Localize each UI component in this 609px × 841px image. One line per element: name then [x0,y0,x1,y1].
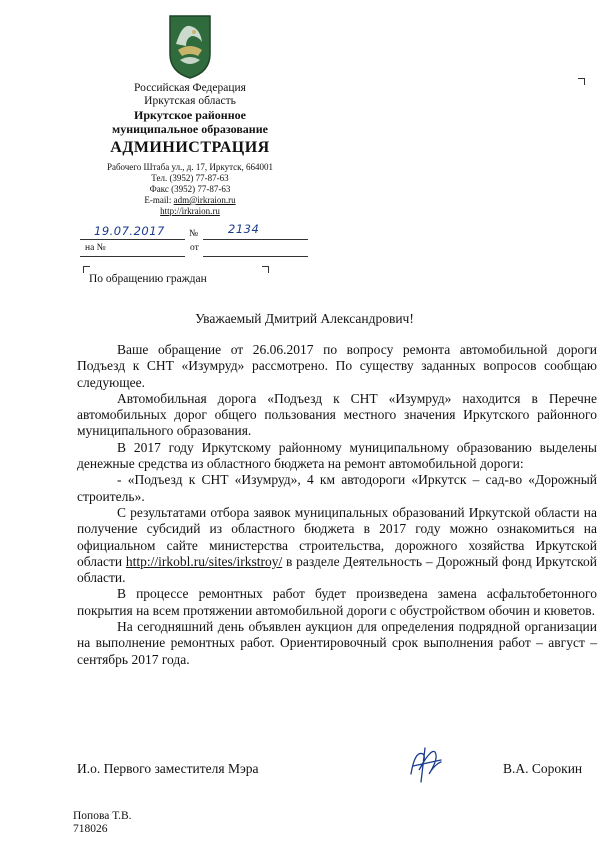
registration-number-label: № [189,229,199,239]
registration-number: 2134 [228,222,260,236]
header-region: Иркутская область [144,95,236,107]
executor-phone: 718026 [73,823,108,835]
header-address: Рабочего Штаба ул., д. 17, Иркутск, 664001 [106,162,274,172]
irkstroy-link[interactable]: http://irkobl.ru/sites/irkstroy/ [125,553,283,569]
body-paragraph-6: В процессе ремонтных работ будет произведена замена асфальтобетонного покрытия на всем протяжении автомобильной дороги с обустройством обочин и кюветов. [77,586,597,618]
body-paragraph-2: Автомобильная дорога «Подъезд к СНТ «Изумруд» находится в Перечне автомобильных дорог общего пользования местного значения Иркутского районного муниципального образования. [77,390,597,439]
handwritten-signature [405,744,447,786]
body-paragraph-7: На сегодняшний день объявлен аукцион для определения подрядной организации на выполнение ремонтных работ. Ориентировочный срок выполнения работ – август – сентябрь 2017 года. [77,619,597,667]
body-paragraph-5-text-start: С результатами отбора заявок муниципальных образований Иркутской области на получение субсидий из областного бюджета в 2017 году можно ознакомиться на официальном сайте министерства строительства, дорожного хозяйства Иркутской области [77,504,597,569]
header-phone: Тел. (3952) 77-87-63 [151,173,229,183]
body-paragraph-5-text-end: в разделе Деятельность – Дорожный фонд Иркутской области. [77,553,597,586]
body-paragraph-4: - «Подъезд к СНТ «Изумруд», 4 км автодороги «Иркутск – сад-во «Дорожный строитель». [77,472,597,504]
header-municipality-line1: Иркутское районное [134,108,246,122]
number-field-line [203,239,308,240]
registration-date: 19.07.2017 [94,224,165,238]
header-email-line [0,195,380,205]
salutation: Уважаемый Дмитрий Александрович! [195,311,414,326]
reference-date-line [203,256,308,257]
letter-body [77,342,597,668]
signatory-position: И.о. Первого заместителя Мэра [77,761,259,776]
executor-name: Попова Т.В. [73,810,132,822]
header-fax: Факс (3952) 77-87-63 [149,184,231,194]
header-country: Российская Федерация [134,82,246,94]
header-website-link[interactable]: http://irkraion.ru [160,206,220,216]
body-paragraph-5 [77,505,597,586]
body-paragraph-3: В 2017 году Иркутскому районному муниципальному образованию выделены денежные средства из областного бюджета на ремонт автомобильной дороги: [77,439,597,472]
reference-number-line [80,256,185,257]
header-municipality-line2: муниципальное образование [112,122,268,136]
corner-mark-top-right [578,78,585,85]
reference-from-label: от [190,243,199,253]
body-paragraph-1: Ваше обращение от 26.06.2017 по вопросу ремонта автомобильной дороги Подъезд к СНТ «Изумруд» рассмотрено. По существу заданных вопросов сообщаю следующее. [77,342,597,390]
signatory-name: В.А. Сорокин [503,761,583,776]
header-email-link[interactable]: adm@irkraion.ru [173,195,236,205]
date-field-line [80,239,185,240]
header-title: АДМИНИСТРАЦИЯ [110,139,270,156]
reference-number-label: на № [85,243,106,253]
corner-mark-subject-left [83,266,90,273]
header-email-label: E-mail: [144,195,174,205]
subject-line: По обращению граждан [89,273,207,285]
coat-of-arms-emblem [168,14,212,80]
corner-mark-subject-right [262,266,269,273]
